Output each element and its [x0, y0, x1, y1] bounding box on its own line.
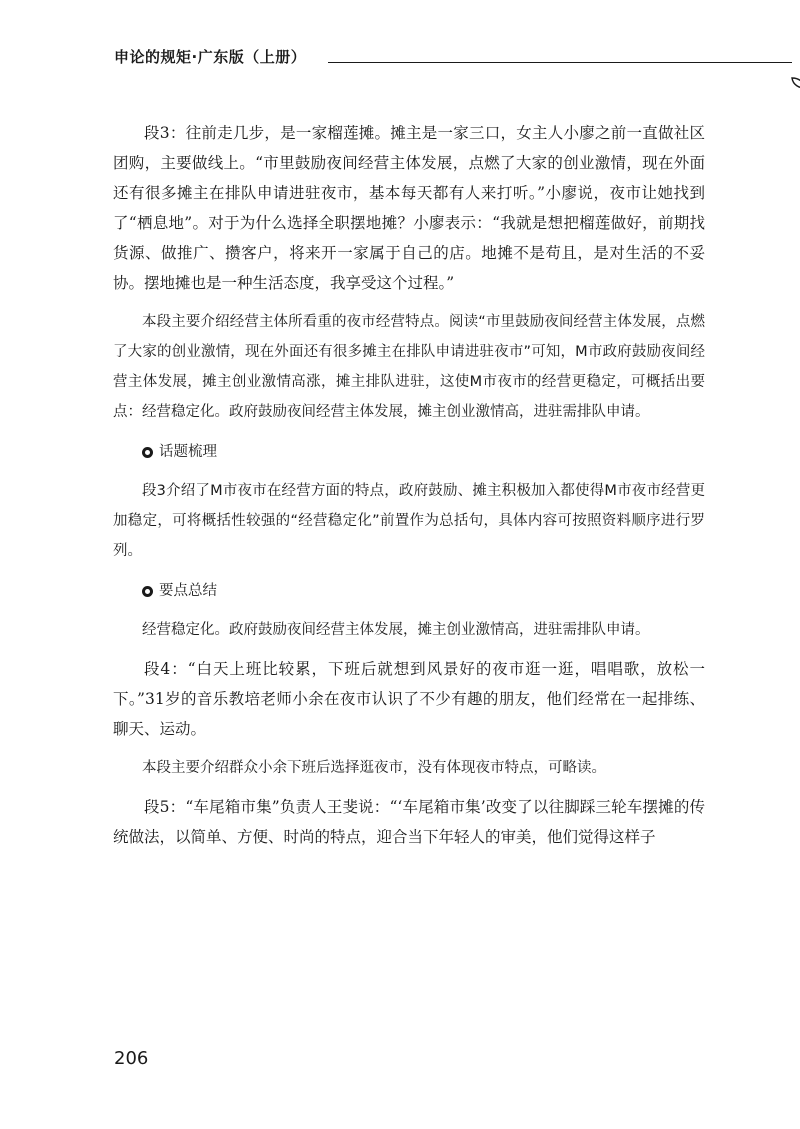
- bullet-icon: [142, 447, 153, 458]
- material-paragraph-4: 段4：“白天上班比较累，下班后就想到风景好的夜市逛一逛，唱唱歌，放松一下。”31岁的音乐教培老师小余在夜市认识了不少有趣的朋友，他们经常在一起排练、聊天、运动。: [113, 660, 705, 738]
- page-body: [113, 118, 705, 852]
- page-header: [114, 44, 704, 78]
- analysis-paragraph-3: 本段主要介绍经营主体所看重的夜市经营特点。阅读“市里鼓励夜间经营主体发展，点燃了大家的创业激情，现在外面还有很多摊主在排队申请进驻夜市”可知，M市政府鼓励夜间经营主体发展，摊主创业激情高涨，摊主排队进驻，这使M市夜市的经营更稳定，可概括出要点：经营稳定化。政府鼓励夜间经营主体发展，摊主创业激情高，进驻需排队申请。: [113, 314, 705, 420]
- header-rule: [328, 62, 792, 63]
- heading-summary-label: 要点总结: [159, 583, 217, 599]
- sprout-icon: [790, 74, 800, 102]
- heading-topic-label: 话题梳理: [159, 444, 217, 460]
- material-paragraph-5: 段5：“车尾箱市集”负责人王斐说：“‘车尾箱市集’改变了以往脚踩三轮车摆摊的传统做法，以简单、方便、时尚的特点，迎合当下年轻人的审美，他们觉得这样子: [113, 798, 705, 846]
- page-number: 206: [114, 1048, 149, 1069]
- topic-paragraph: 段3介绍了M市夜市在经营方面的特点，政府鼓励、摊主积极加入都使得M市夜市经营更加稳定，可将概括性较强的“经营稳定化”前置作为总括句，具体内容可按照资料顺序进行罗列。: [113, 483, 705, 559]
- bullet-icon: [142, 586, 153, 597]
- material-paragraph-3: 段3：往前走几步，是一家榴莲摊。摊主是一家三口，女主人小廖之前一直做社区团购，主要做线上。“市里鼓励夜间经营主体发展，点燃了大家的创业激情，现在外面还有很多摊主在排队申请进驻夜市，基本每天都有人来打听。”小廖说，夜市让她找到了“栖息地”。对于为什么选择全职摆地摊？小廖表示：“我就是想把榴莲做好，前期找货源、做推广、攒客户，将来开一家属于自己的店。地摊不是苟且，是对生活的不妥协。摆地摊也是一种生活态度，我享受这个过程。”: [113, 124, 705, 292]
- book-title: 申论的规矩·广东版（上册）: [114, 48, 307, 66]
- section-heading-topic: [113, 437, 705, 467]
- analysis-paragraph-4: 本段主要介绍群众小余下班后选择逛夜市，没有体现夜市特点，可略读。: [142, 760, 606, 776]
- section-heading-summary: [113, 576, 705, 606]
- summary-paragraph: 经营稳定化。政府鼓励夜间经营主体发展，摊主创业激情高，进驻需排队申请。: [142, 622, 650, 638]
